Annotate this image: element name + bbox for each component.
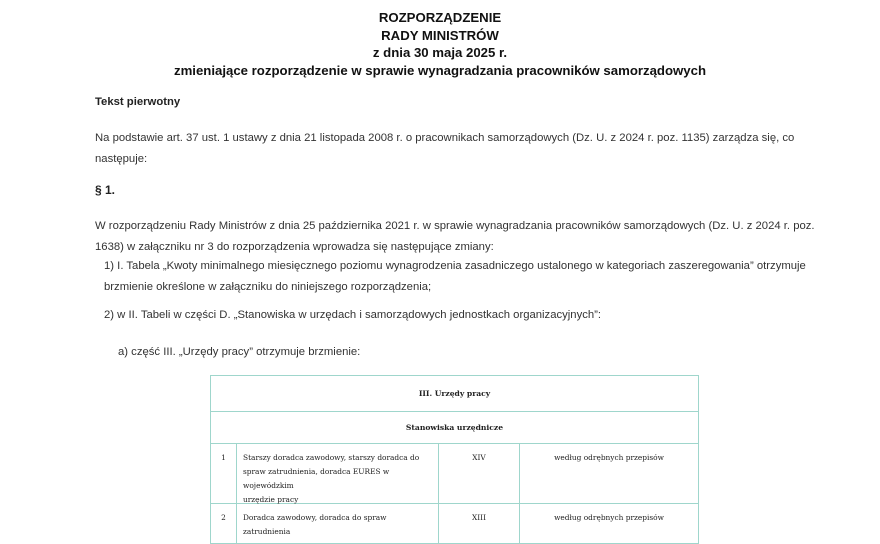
- section-heading: § 1.: [95, 183, 116, 197]
- document-title: [0, 9, 880, 79]
- row-number: 1: [211, 444, 237, 503]
- title-line-regulation: ROZPORZĄDZENIE: [378, 10, 502, 25]
- body-p1-line-2: 1638) w załączniku nr 3 do rozporządzenia wprowadza się następujące zmiany:: [95, 241, 494, 253]
- pay-category: XIV: [439, 444, 520, 503]
- title-line-date: z dnia 30 maja 2025 r.: [372, 45, 508, 60]
- table-row: [211, 444, 698, 504]
- original-text-label: Tekst pierwotny: [95, 96, 181, 108]
- title-line-subject: zmieniające rozporządzenie w sprawie wynagradzania pracowników samorządowych: [173, 62, 707, 78]
- list-item-2: [104, 305, 824, 326]
- table-title: III. Urzędy pracy: [418, 389, 491, 398]
- body-p1-line-1: W rozporządzeniu Rady Ministrów z dnia 25 października 2021 r. w sprawie wynagradzania pracowników samorządowych (Dz. U. z 2024 r. poz.: [95, 220, 815, 232]
- item1-line-2: brzmienie określone w załączniku do niniejszego rozporządzenia;: [104, 281, 432, 293]
- position-name-line: Starszy doradca zawodowy, starszy doradca do: [243, 453, 420, 462]
- positions-table: [210, 375, 699, 544]
- table-row: [211, 504, 698, 544]
- intro-line-2: następuje:: [95, 153, 148, 165]
- body-paragraph-1: [95, 216, 815, 258]
- list-item-2a: [118, 342, 838, 363]
- table-subtitle: Stanowiska urzędnicze: [405, 423, 504, 432]
- position-name-line: urzędzie pracy: [243, 495, 299, 504]
- item1-line-1: 1) I. Tabela „Kwoty minimalnego miesięcznego poziomu wynagrodzenia zasadniczego ustalonego w kategoriach zaszeregowania” otrzymuje: [104, 260, 806, 272]
- row-number: 2: [211, 504, 237, 543]
- position-name: [237, 444, 439, 503]
- position-name-line: spraw zatrudnienia, doradca EURES w wojewódzkim: [243, 467, 390, 490]
- requirements: według odrębnych przepisów: [554, 513, 664, 522]
- table-subtitle-row: [211, 412, 698, 444]
- item2a-line: a) część III. „Urzędy pracy” otrzymuje brzmienie:: [118, 346, 361, 358]
- pay-category: XIII: [439, 504, 520, 543]
- table-title-row: [211, 376, 698, 412]
- list-item-1: [104, 256, 824, 298]
- position-name: [237, 504, 439, 543]
- requirements: według odrębnych przepisów: [554, 453, 664, 462]
- title-line-council: RADY MINISTRÓW: [381, 27, 499, 43]
- intro-line-1: Na podstawie art. 37 ust. 1 ustawy z dnia 21 listopada 2008 r. o pracownikach samorządowych (Dz. U. z 2024 r. poz. 1135) zarządza się, co: [95, 132, 795, 144]
- intro-paragraph: [95, 128, 815, 170]
- position-name-line: Doradca zawodowy, doradca do spraw zatrudnienia: [243, 513, 387, 536]
- item2-line: 2) w II. Tabeli w części D. „Stanowiska w urzędach i samorządowych jednostkach organizacyjnych”:: [104, 309, 602, 321]
